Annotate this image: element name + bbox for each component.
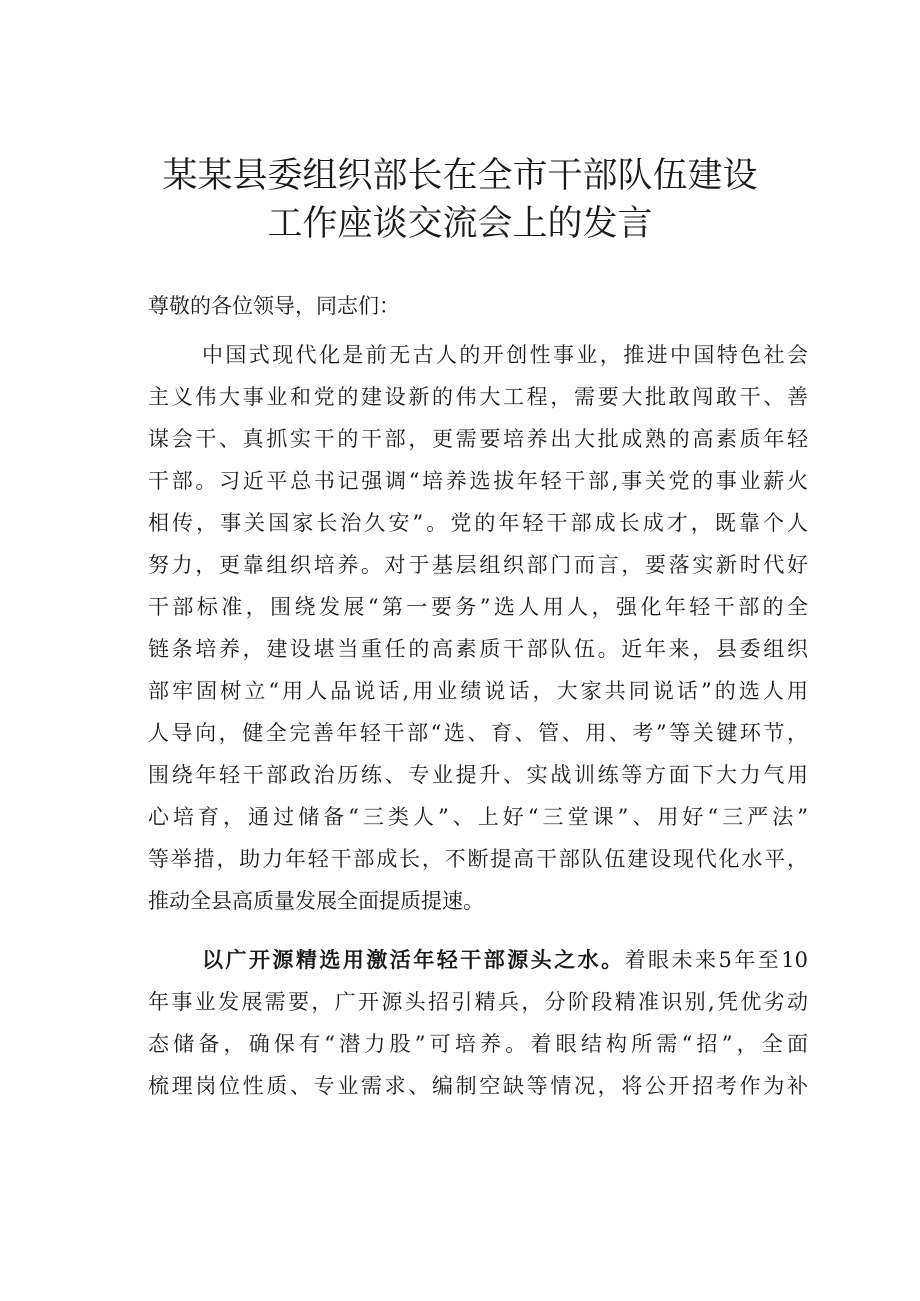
paragraph-line: 干部标准，围绕发展“第一要务”选人用人，强化年轻干部的全 bbox=[148, 595, 808, 619]
paragraph-line: 链条培养，建设堪当重任的高素质干部队伍。近年来，县委组织 bbox=[148, 637, 808, 661]
paragraph-line: 主义伟大事业和党的建设新的伟大工程，需要大批敢闯敢干、善 bbox=[148, 385, 808, 409]
paragraph-line bbox=[148, 939, 808, 981]
title-line-1: 某某县委组织部长在全市干部队伍建设 bbox=[162, 156, 758, 196]
paragraph-1 bbox=[148, 334, 808, 922]
paragraph-line: 年事业发展需要，广开源头招引精兵，分阶段精准识别,凭优劣动 bbox=[148, 990, 808, 1014]
document-title bbox=[0, 152, 920, 248]
paragraph-line: 推动全县高质量发展全面提质提速。 bbox=[148, 889, 484, 913]
paragraph-line: 部牢固树立“用人品说话,用业绩说话，大家共同说话”的选人用 bbox=[148, 679, 808, 703]
paragraph-line: 中国式现代化是前无古人的开创性事业，推进中国特色社会 bbox=[202, 343, 808, 367]
paragraph-line: 梳理岗位性质、专业需求、编制空缺等情况，将公开招考作为补 bbox=[148, 1074, 808, 1098]
paragraph-2 bbox=[148, 939, 808, 1107]
paragraph-line: 人导向，健全完善年轻干部“选、育、管、用、考”等关键环节， bbox=[148, 721, 808, 745]
title-line-2: 工作座谈交流会上的发言 bbox=[267, 204, 653, 244]
paragraph-line: 努力，更靠组织培养。对于基层组织部门而言，要落实新时代好 bbox=[148, 553, 808, 577]
paragraph-text: 着眼未来5年至10 bbox=[624, 948, 808, 972]
greeting: 尊敬的各位领导，同志们： bbox=[148, 294, 400, 318]
paragraph-line: 干部。习近平总书记强调“培养选拔年轻干部,事关党的事业薪火 bbox=[148, 469, 808, 493]
paragraph-line: 态储备，确保有“潜力股”可培养。着眼结构所需“招”，全面 bbox=[148, 1032, 808, 1056]
paragraph-line: 心培育，通过储备“三类人”、上好“三堂课”、用好“三严法” bbox=[148, 805, 808, 829]
paragraph-line: 谋会干、真抓实干的干部，更需要培养出大批成熟的高素质年轻 bbox=[148, 427, 808, 451]
paragraph-line: 相传，事关国家长治久安”。党的年轻干部成长成才，既靠个人 bbox=[148, 511, 808, 535]
paragraph-line: 围绕年轻干部政治历练、专业提升、实战训练等方面下大力气用 bbox=[148, 763, 808, 787]
section-heading: 以广开源精选用激活年轻干部源头之水。 bbox=[202, 947, 625, 972]
paragraph-line: 等举措，助力年轻干部成长，不断提高干部队伍建设现代化水平， bbox=[148, 847, 808, 871]
